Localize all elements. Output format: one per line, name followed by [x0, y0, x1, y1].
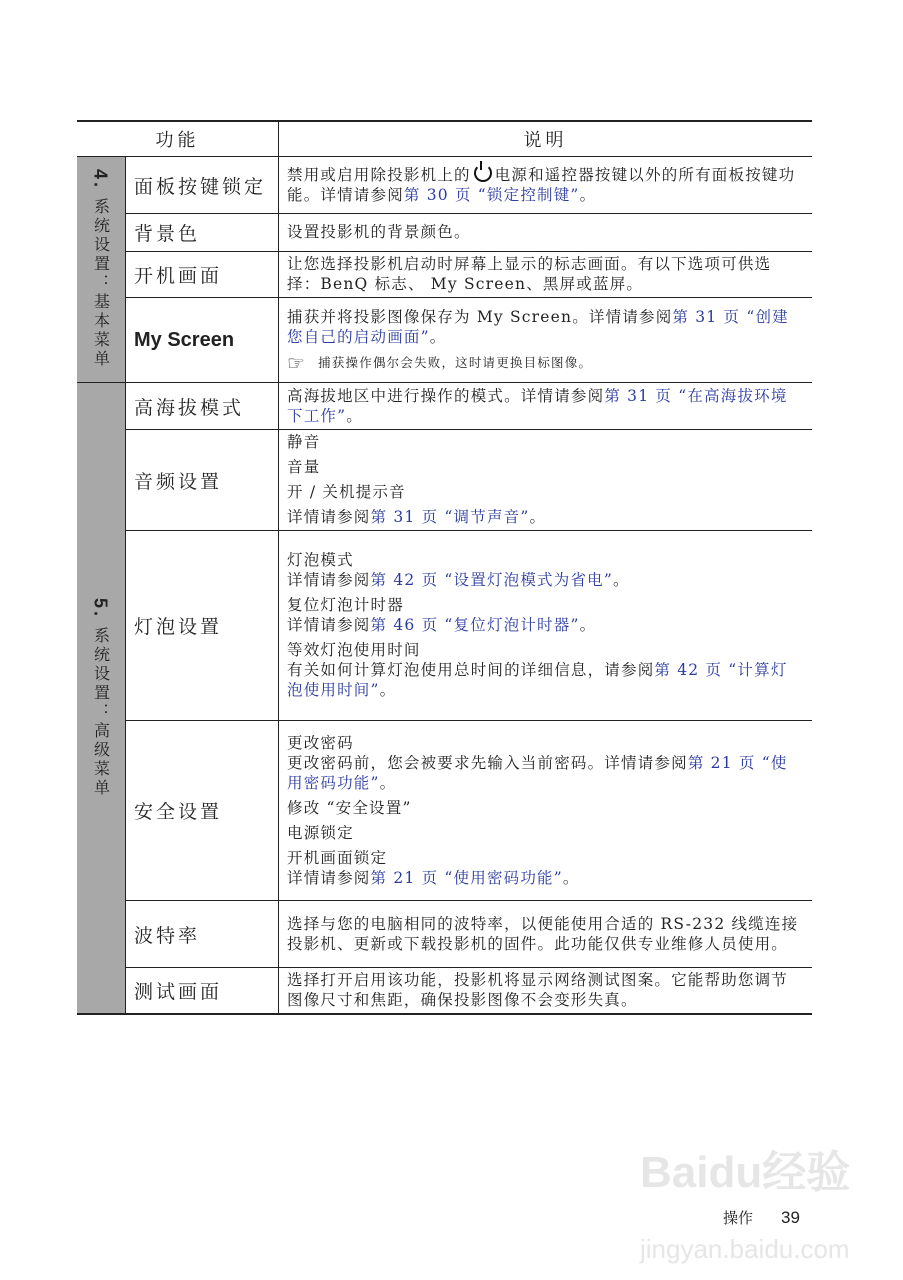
description-block [287, 640, 804, 700]
description-line [287, 615, 804, 635]
page-reference-link[interactable]: 第 31 页 “调节声音” [370, 508, 530, 526]
description-block [287, 222, 804, 242]
footer-section: 操作 [723, 1209, 754, 1227]
page-reference-link[interactable]: 第 21 页 “使用密码功能” [287, 753, 788, 792]
function-name: 灯泡设置 [126, 531, 279, 721]
description-block [287, 164, 804, 205]
description-block [287, 254, 804, 294]
description-line [287, 307, 804, 347]
description-line [287, 570, 804, 590]
description-text: 复位灯泡计时器 [287, 596, 404, 614]
description-text: 详情请参阅 [287, 868, 371, 887]
description-line [287, 595, 804, 615]
function-name: 波特率 [126, 901, 279, 968]
description-block [287, 507, 804, 527]
description-text: 设置投影机的背景颜色。 [287, 223, 471, 241]
description-block [287, 386, 804, 426]
function-description [279, 531, 813, 721]
description-line [287, 482, 804, 502]
description-text: 详情请参阅 [287, 508, 371, 526]
description-text: 电源锁定 [287, 823, 354, 842]
description-line [287, 970, 804, 1010]
description-line [287, 222, 804, 242]
description-line [287, 660, 804, 700]
description-line [287, 753, 804, 793]
description-text: 有关如何计算灯泡使用总时间的详细信息，请参阅 [287, 661, 655, 679]
function-description [279, 901, 813, 968]
watermark-logo: Baidu经验 [640, 1148, 851, 1197]
table-row [77, 968, 812, 1015]
section-number: 5. [90, 597, 111, 619]
function-description [279, 252, 813, 298]
page-reference-link[interactable]: 第 42 页 “设置灯泡模式为省电” [370, 571, 613, 589]
description-text: 修改 “安全设置” [287, 798, 412, 817]
description-text: 。 [579, 186, 597, 204]
description-text: 静音 [287, 433, 321, 451]
table-row [77, 721, 812, 901]
section-label [77, 383, 126, 1015]
function-name: 安全设置 [126, 721, 279, 901]
description-block [287, 457, 804, 477]
menu-function-table [77, 120, 812, 1015]
description-line [287, 550, 804, 570]
description-text: 灯泡模式 [287, 551, 354, 569]
description-line [287, 254, 804, 294]
function-name: 开机画面 [126, 252, 279, 298]
description-block [287, 970, 804, 1010]
description-text: 选择打开启用该功能，投影机将显示网络测试图案。它能帮助您调节图像尺寸和焦距，确保投影图像不会变形失真。 [287, 971, 789, 1009]
description-line [287, 798, 804, 818]
section-number: 4. [90, 169, 111, 191]
description-line [287, 164, 804, 205]
table-row [77, 531, 812, 721]
section-title: 系统设置：基本菜单 [91, 198, 111, 370]
table-row [77, 430, 812, 531]
description-text: 让您选择投影机启动时屏幕上显示的标志画面。有以下选项可供选择：BenQ 标志、 My Screen、黑屏或蓝屏。 [287, 255, 772, 293]
description-text: 电源和遥控器按键以外的所有面板按键功能。详情请参阅 [287, 166, 796, 204]
description-text: 。 [529, 508, 547, 526]
note [287, 350, 804, 375]
description-line [287, 432, 804, 452]
function-name: 测试画面 [126, 968, 279, 1015]
page-reference-link[interactable]: 第 30 页 “锁定控制键” [403, 186, 580, 204]
page-reference-link[interactable]: 第 31 页 “创建您自己的启动画面” [287, 307, 789, 346]
description-text: 开机画面锁定 [287, 848, 388, 867]
function-name: My Screen [126, 298, 279, 383]
description-text: 。 [612, 571, 630, 589]
description-text: 。 [579, 616, 597, 634]
page-number: 39 [781, 1208, 800, 1227]
function-description [279, 430, 813, 531]
description-block [287, 823, 804, 843]
description-text: 。 [429, 327, 447, 346]
page-reference-link[interactable]: 第 46 页 “复位灯泡计时器” [370, 616, 580, 634]
description-line [287, 823, 804, 843]
description-text: 禁用或启用除投影机上的 [287, 166, 471, 184]
description-text: 。 [379, 681, 397, 699]
description-line [287, 914, 804, 954]
pointing-hand-icon: ☞ [287, 350, 307, 375]
description-block [287, 848, 804, 888]
section-title: 系统设置：高级菜单 [91, 627, 111, 799]
description-text: 详情请参阅 [287, 616, 371, 634]
description-text: 详情请参阅 [287, 571, 371, 589]
table-row [77, 157, 812, 214]
function-name: 音频设置 [126, 430, 279, 531]
description-text: 。 [346, 406, 363, 425]
function-description [279, 214, 813, 252]
description-line [287, 640, 804, 660]
description-block [287, 550, 804, 590]
description-text: 。 [562, 868, 580, 887]
description-text: 等效灯泡使用时间 [287, 641, 421, 659]
description-line [287, 868, 804, 888]
function-name: 高海拔模式 [126, 383, 279, 430]
description-text: 音量 [287, 458, 321, 476]
function-description [279, 383, 813, 430]
description-block [287, 914, 804, 954]
function-description [279, 298, 813, 383]
description-text: 高海拔地区中进行操作的模式。详情请参阅 [287, 386, 605, 405]
table-row [77, 383, 812, 430]
description-block [287, 798, 804, 818]
function-description [279, 157, 813, 214]
section-label [77, 157, 126, 383]
description-line [287, 733, 804, 753]
description-block [287, 733, 804, 793]
table-row [77, 214, 812, 252]
description-block [287, 432, 804, 452]
page-reference-link[interactable]: 第 31 页 “在高海拔环境下工作” [287, 386, 788, 425]
page-reference-link[interactable]: 第 21 页 “使用密码功能” [370, 868, 563, 887]
description-text: 更改密码 [287, 733, 354, 752]
description-text: 。 [379, 773, 397, 792]
description-text: 捕获并将投影图像保存为 My Screen。详情请参阅 [287, 307, 673, 326]
watermark-url: jingyan.baidu.com [640, 1234, 850, 1264]
function-name: 面板按键锁定 [126, 157, 279, 214]
description-text: 更改密码前，您会被要求先输入当前密码。详情请参阅 [287, 753, 688, 772]
description-block [287, 307, 804, 347]
table-row [77, 298, 812, 383]
description-block [287, 482, 804, 502]
page-footer [723, 1208, 800, 1228]
description-line [287, 457, 804, 477]
table-row [77, 252, 812, 298]
function-description [279, 721, 813, 901]
power-icon [474, 164, 492, 182]
description-line [287, 507, 804, 527]
column-header-description: 说明 [279, 121, 813, 157]
column-header-function: 功能 [77, 121, 279, 157]
description-text: 选择与您的电脑相同的波特率，以便能使用合适的 RS-232 线缆连接投影机、更新或下载投影机的固件。此功能仅供专业维修人员使用。 [287, 914, 799, 953]
description-line [287, 386, 804, 426]
function-name: 背景色 [126, 214, 279, 252]
description-line [287, 848, 804, 868]
page-reference-link[interactable]: 第 42 页 “计算灯泡使用时间” [287, 661, 788, 699]
description-text: 开 / 关机提示音 [287, 483, 406, 501]
table-row [77, 901, 812, 968]
note-text: 捕获操作偶尔会失败，这时请更换目标图像。 [318, 354, 593, 370]
function-description [279, 968, 813, 1015]
description-block [287, 595, 804, 635]
